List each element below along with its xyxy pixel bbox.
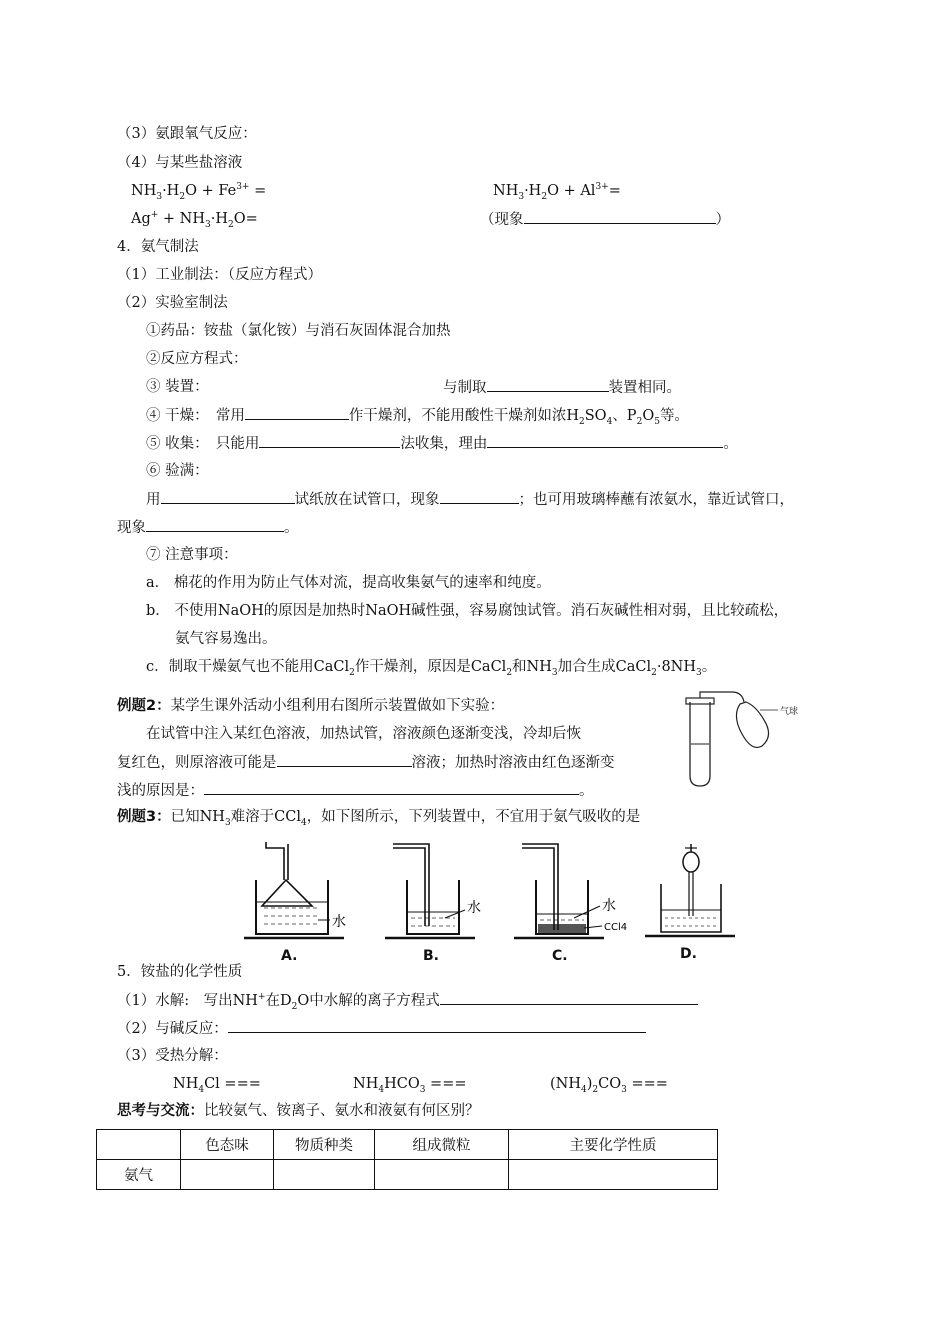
equation-fe: $NH_3\cdot H_2O + Fe^{3+}$ = <box>131 182 267 202</box>
item-equation: ②反应方程式： <box>146 351 248 367</box>
think-label: 思考与交流： <box>117 1103 204 1119</box>
answer-blank[interactable] <box>228 1018 646 1033</box>
option-b-caption: B. <box>423 948 439 964</box>
answer-blank[interactable] <box>487 433 723 448</box>
table-header-cell <box>97 1130 181 1160</box>
water-label: 水 <box>467 900 481 916</box>
note-c: c．制取干燥氨气也不能用CaCl$_2$作干燥剂，原因是CaCl$_2$和$NH_3$加合生成$CaCl_2\cdot 8NH_3$。 <box>146 659 717 678</box>
phenomenon-blank-line: （现象 ） <box>480 209 730 230</box>
item-hydrolysis: （1）水解: 写出NH+在$D_2O$中水解的离子方程式 <box>117 990 698 1011</box>
table-header-cell: 色态味 <box>181 1130 274 1160</box>
example2-line2: 在试管中注入某红色溶液，加热试管，溶液颜色逐渐变浅，冷却后恢 <box>146 726 581 742</box>
item-industrial: （1）工业制法：（反应方程式） <box>117 267 322 283</box>
answer-blank[interactable] <box>487 377 609 392</box>
decomp-nh4-2co3: $(NH_4)_2CO_3$ === <box>550 1076 668 1095</box>
answer-blank[interactable] <box>440 990 698 1005</box>
example2-label: 例题2： <box>117 698 171 714</box>
table-row <box>97 1160 718 1190</box>
apparatus-b-tube <box>385 840 495 944</box>
item-test-phenomenon: 现象 。 <box>117 517 299 538</box>
item-decomposition: （3）受热分解： <box>117 1048 228 1064</box>
table-header-cell: 组成微粒 <box>375 1130 509 1160</box>
answer-blank[interactable] <box>259 433 400 448</box>
equation-al: $NH_3\cdot H_2O + Al^{3+}=$ <box>493 182 621 202</box>
option-d-caption: D. <box>680 946 697 962</box>
decomp-nh4hco3: $NH_4HCO_3$ === <box>353 1076 467 1095</box>
example3-label: 例题3： <box>117 809 171 825</box>
water-label: 水 <box>602 898 616 914</box>
item-lab: （2）实验室制法 <box>117 295 228 311</box>
item-with-base: （2）与碱反应： <box>117 1018 646 1039</box>
note-b: b． 不使用NaOH的原因是加热时NaOH碱性强，容易腐蚀试管。消石灰碱性相对弱，且比较疏松， <box>146 603 789 619</box>
table-header-row <box>97 1130 718 1160</box>
answer-blank[interactable] <box>204 780 579 795</box>
item-test-paper: 用 试纸放在试管口，现象 ；也可用玻璃棒蘸有浓氨水，靠近试管口， <box>146 489 794 510</box>
section-title-preparation: 4．氨气制法 <box>117 239 199 255</box>
item-salt-solutions: （4）与某些盐溶液 <box>117 155 243 171</box>
item-ammonia-oxygen: （3）氨跟氧气反应： <box>117 126 257 142</box>
table-cell[interactable] <box>274 1160 375 1190</box>
option-a-caption: A. <box>281 948 298 964</box>
ccl4-label: CCl4 <box>604 922 628 933</box>
answer-blank[interactable] <box>440 489 519 504</box>
table-header-cell: 主要化学性质 <box>509 1130 718 1160</box>
item-test-full: ⑥ 验满： <box>146 463 209 479</box>
decomp-nh4cl: $NH_4Cl$ === <box>173 1076 261 1095</box>
table-cell[interactable] <box>181 1160 274 1190</box>
section-title-ammonium-salts: 5．铵盐的化学性质 <box>117 964 243 980</box>
comparison-table <box>96 1129 718 1190</box>
item-reagents: ①药品：铵盐（氯化铵）与消石灰固体混合加热 <box>146 323 451 339</box>
apparatus-c-ccl4 <box>514 840 644 944</box>
example2-line3: 复红色，则原溶液可能是 溶液；加热时溶液由红色逐渐变 <box>117 752 615 773</box>
table-cell: 氨气 <box>97 1160 181 1190</box>
answer-blank[interactable] <box>524 209 716 224</box>
item-drying: ④ 干燥： 常用 作干燥剂，不能用酸性干燥剂如浓$H_2SO_4$、$P_2O_5$等。 <box>146 405 689 426</box>
note-b-cont: 氨气容易逸出。 <box>175 631 277 647</box>
apparatus-a-funnel <box>244 840 354 944</box>
equation-ag: $Ag^+ + NH_3\cdot H_2O=$ <box>131 210 258 230</box>
answer-blank[interactable] <box>245 405 349 420</box>
table-header-cell: 物质种类 <box>274 1130 375 1160</box>
item-notes: ⑦ 注意事项： <box>146 547 238 563</box>
option-c-caption: C. <box>552 948 568 964</box>
think-discuss: 思考与交流：比较氨气、铵离子、氨水和液氨有何区别？ <box>117 1103 480 1119</box>
answer-blank[interactable] <box>277 752 412 767</box>
apparatus-d-bulb <box>645 840 745 944</box>
table-cell[interactable] <box>375 1160 509 1190</box>
balloon-test-tube-figure <box>680 690 810 790</box>
example3-question: 例题3：已知$NH_3$难溶于CCl$_4$，如下图所示，下列装置中，不宜用于氨气吸收的是 <box>117 809 641 828</box>
water-label: 水 <box>332 914 346 930</box>
item-apparatus: 与制取 装置相同。 <box>443 377 681 398</box>
table-cell[interactable] <box>509 1160 718 1190</box>
item-apparatus-label: ③ 装置： <box>146 379 209 395</box>
answer-blank[interactable] <box>146 517 284 532</box>
answer-blank[interactable] <box>161 489 295 504</box>
example2-intro: 例题2：某学生课外活动小组利用右图所示装置做如下实验： <box>117 698 505 714</box>
balloon-label: 气球 <box>780 707 799 717</box>
example2-line4: 浅的原因是： 。 <box>117 780 594 801</box>
note-a: a． 棉花的作用为防止气体对流，提高收集氨气的速率和纯度。 <box>146 575 551 591</box>
item-collection: ⑤ 收集： 只能用 法收集，理由 。 <box>146 433 738 454</box>
